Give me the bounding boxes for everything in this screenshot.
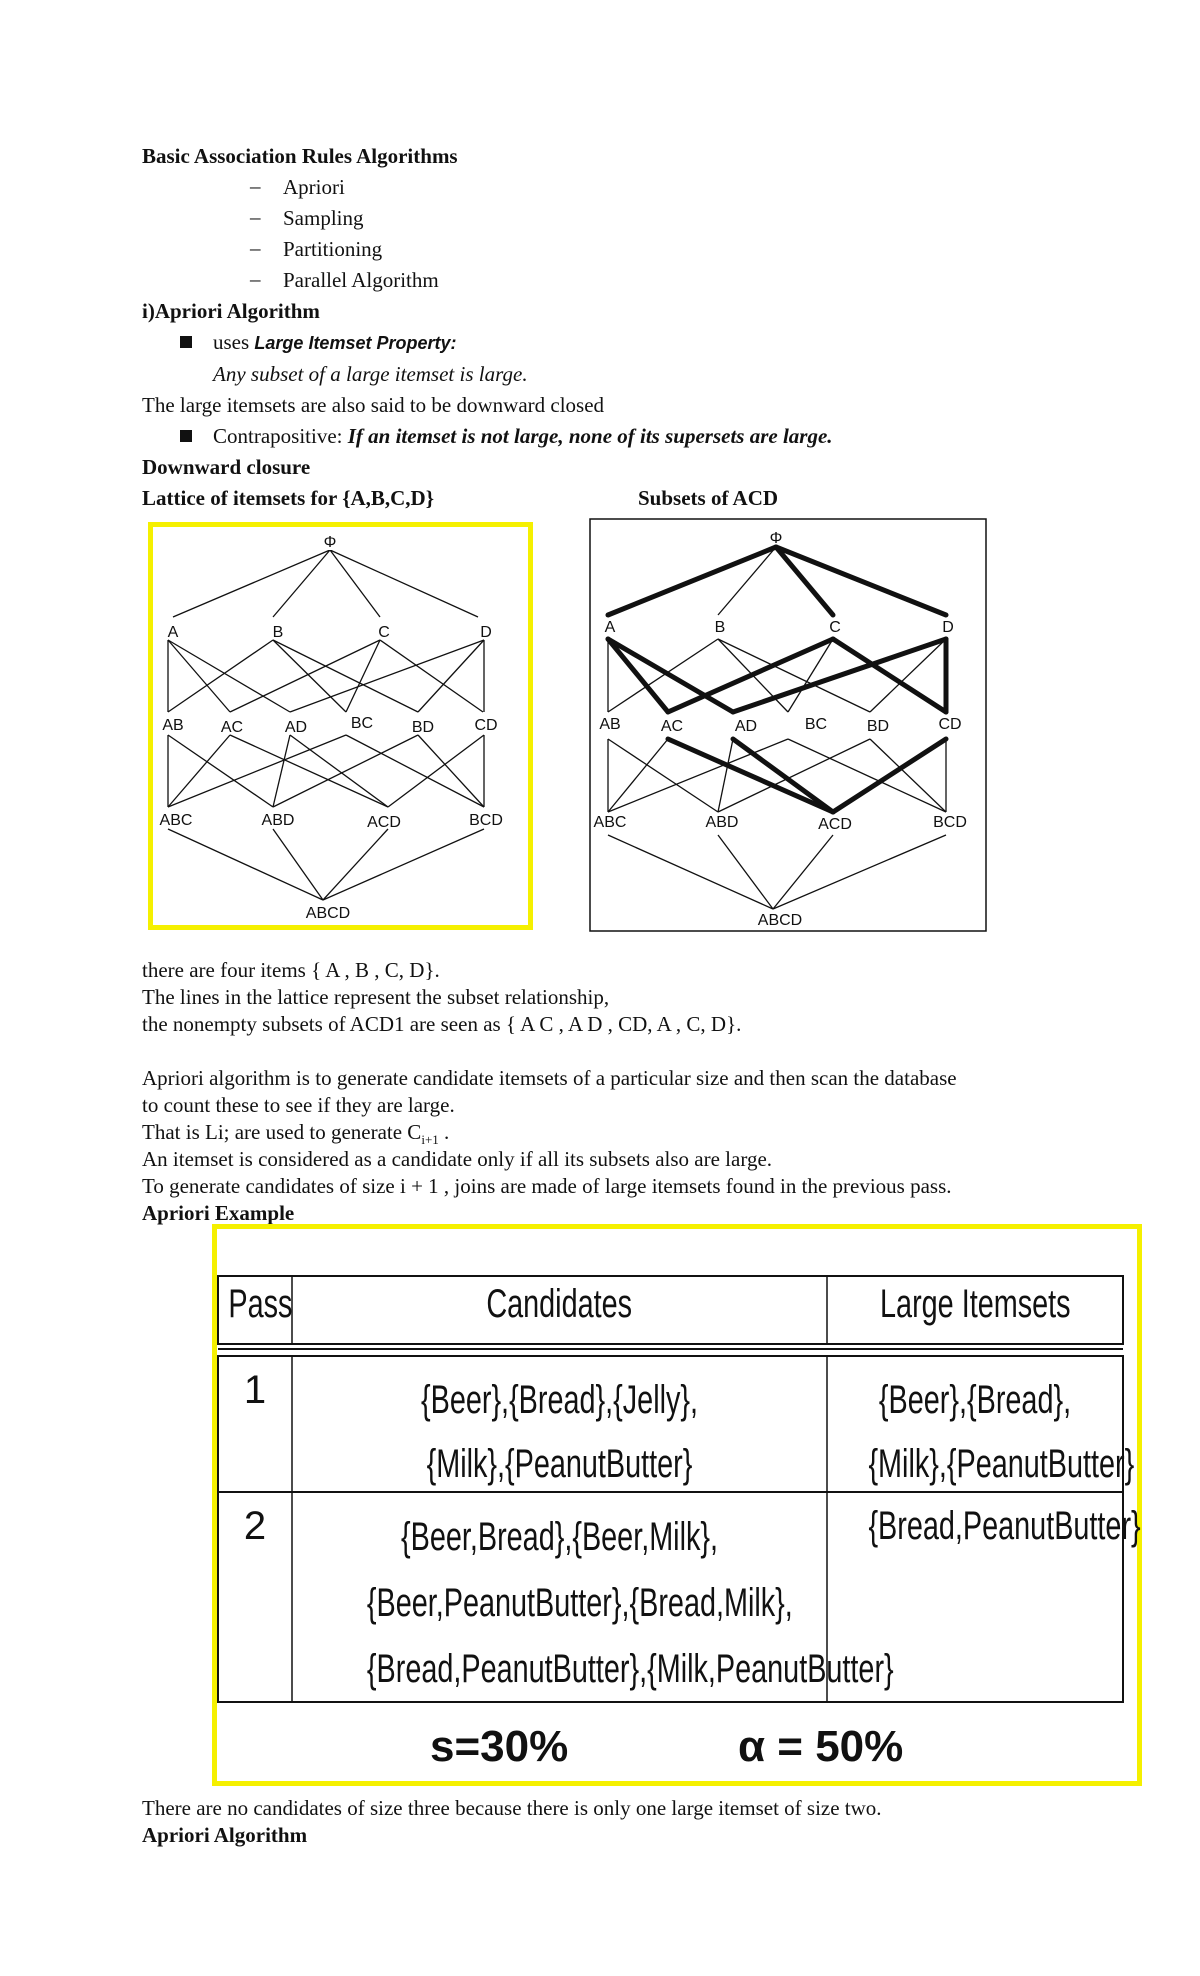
list-dash: – — [250, 205, 261, 229]
node-level1: B — [714, 619, 726, 636]
contrapositive-prefix: Contrapositive: — [213, 424, 348, 448]
header-candidates-label: Candidates — [486, 1282, 633, 1326]
node-level2: AB — [599, 716, 621, 733]
node-level2: AC — [660, 718, 684, 735]
phi-node: Φ — [323, 534, 337, 551]
subsets-acd-diagram — [588, 517, 988, 933]
support-threshold: s=30% — [430, 1722, 569, 1771]
node-level1: A — [604, 619, 616, 636]
node-level2: BC — [804, 716, 828, 733]
node-level1: D — [942, 619, 954, 636]
row2-candidates-line: {Beer,PeanutButter},{Bread,Milk}, — [366, 1581, 793, 1625]
list-dash: – — [250, 236, 261, 260]
node-level3: ABD — [705, 814, 739, 831]
lattice-diagram — [148, 522, 533, 930]
row2-large-line: {Bread,PeanutButter} — [868, 1504, 1141, 1548]
bullet-property — [213, 329, 456, 356]
node-level1: C — [829, 619, 841, 636]
node-level3: ABC — [593, 814, 627, 831]
node-level3: ABD — [261, 812, 295, 829]
bullet-property-prefix: uses — [213, 330, 255, 354]
downward-closed-text: The large itemsets are also said to be downward closed — [142, 393, 605, 417]
node-level4: ABCD — [757, 912, 803, 929]
node-level3: ACD — [818, 816, 852, 833]
apriori-heading: i)Apriori Algorithm — [142, 299, 320, 323]
subsets-title: Subsets of ACD — [638, 486, 779, 510]
bullet-property-emph: Large Itemset Property: — [254, 333, 457, 353]
node-level3: ABC — [159, 812, 193, 829]
header-candidates — [292, 1282, 827, 1327]
row1-large-line: {Beer},{Bread}, — [878, 1378, 1072, 1422]
algorithm-item: Apriori — [283, 175, 345, 199]
square-bullet-icon — [180, 430, 192, 442]
example-heading: Apriori Example — [142, 1201, 295, 1225]
para2-line: To generate candidates of size i + 1 , joins are made of large itemsets found in the previous pass. — [142, 1174, 952, 1198]
phi-node: Φ — [769, 530, 783, 547]
node-level1: D — [480, 624, 492, 641]
section-heading: Basic Association Rules Algorithms — [142, 144, 458, 168]
row1-large-line: {Milk},{PeanutButter} — [868, 1442, 1135, 1486]
node-level2: AB — [162, 717, 184, 734]
row2-large — [827, 1504, 1141, 1549]
lattice-title: Lattice of itemsets for {A,B,C,D} — [142, 486, 435, 510]
no-candidates-text: There are no candidates of size three because there is only one large itemset of size two. — [142, 1796, 882, 1820]
property-statement: Any subset of a large itemset is large. — [213, 362, 528, 386]
row1-large — [827, 1368, 1135, 1496]
para1-line: there are four items { A , B , C, D}. — [142, 958, 440, 982]
bullet-contrapositive — [213, 423, 833, 449]
algorithm-item: Partitioning — [283, 237, 383, 261]
header-large-label: Large Itemsets — [879, 1282, 1071, 1326]
downward-closure-heading: Downward closure — [142, 455, 311, 479]
list-dash: – — [250, 174, 261, 198]
node-level2: BC — [350, 715, 374, 732]
node-level2: CD — [474, 717, 498, 734]
row2-candidates-line: {Bread,PeanutButter},{Milk,PeanutButter} — [366, 1647, 894, 1691]
algorithm-item: Sampling — [283, 206, 364, 230]
node-level2: AD — [284, 719, 308, 736]
row2-candidates — [292, 1504, 894, 1702]
list-dash: – — [250, 267, 261, 291]
row2-pass: 2 — [243, 1504, 267, 1548]
square-bullet-icon — [180, 336, 192, 348]
node-level3: ACD — [367, 814, 401, 831]
node-level2: BD — [866, 718, 890, 735]
para2-line: An itemset is considered as a candidate only if all its subsets also are large. — [142, 1147, 773, 1171]
node-level3: BCD — [933, 814, 967, 831]
node-level2: BD — [411, 719, 435, 736]
header-large — [827, 1282, 1123, 1327]
algorithm-item: Parallel Algorithm — [283, 268, 439, 292]
header-pass: Pass — [228, 1282, 293, 1326]
row1-pass: 1 — [243, 1368, 267, 1412]
row1-candidates-line: {Beer},{Bread},{Jelly}, — [420, 1378, 699, 1422]
para1-line: the nonempty subsets of ACD1 are seen as { A C , A D , CD, A , C, D}. — [142, 1012, 742, 1036]
node-level2: AD — [734, 718, 758, 735]
node-level3: BCD — [469, 812, 503, 829]
para2-line3-sub: i+1 — [421, 1132, 439, 1148]
para1-line: The lines in the lattice represent the subset relationship, — [142, 985, 610, 1009]
row1-candidates — [292, 1368, 827, 1496]
node-level1: A — [167, 624, 179, 641]
para2-line3-prefix: That is Li; are used to generate C — [142, 1120, 422, 1144]
node-level1: B — [272, 624, 284, 641]
row2-candidates-line: {Beer,Bread},{Beer,Milk}, — [400, 1515, 719, 1559]
para2-line3-suffix: . — [438, 1120, 450, 1144]
node-level1: C — [378, 624, 390, 641]
para2-line: Apriori algorithm is to generate candidate itemsets of a particular size and then scan the database — [142, 1066, 957, 1090]
para2-line: to count these to see if they are large. — [142, 1093, 455, 1117]
final-heading: Apriori Algorithm — [142, 1823, 308, 1847]
row1-candidates-line: {Milk},{PeanutButter} — [426, 1442, 693, 1486]
contrapositive-emph: If an itemset is not large, none of its supersets are large. — [347, 424, 833, 448]
node-level4: ABCD — [305, 905, 351, 922]
node-level2: AC — [220, 719, 244, 736]
confidence-threshold: α = 50% — [738, 1722, 904, 1771]
node-level2: CD — [938, 716, 962, 733]
